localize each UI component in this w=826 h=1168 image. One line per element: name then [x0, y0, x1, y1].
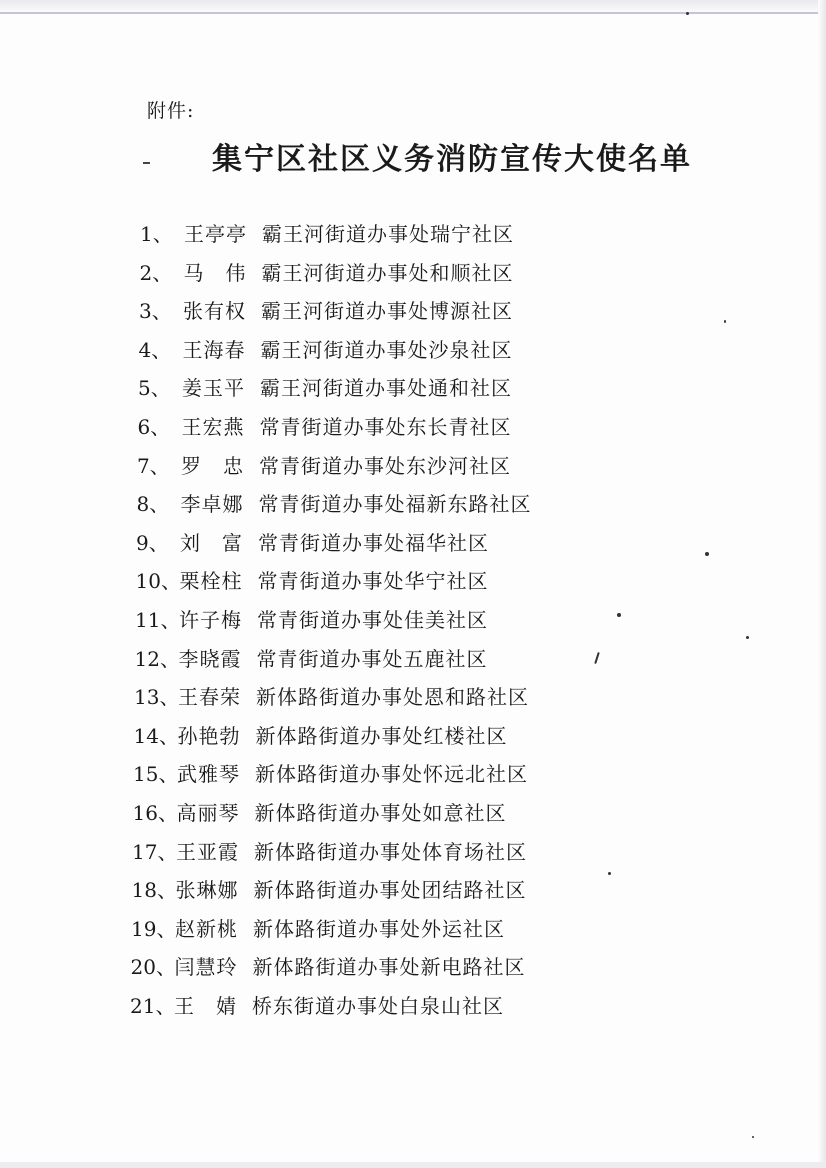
- entry-unit: 霸王河街道办事处通和社区: [260, 376, 512, 401]
- scan-speck: [617, 613, 621, 617]
- entry-index: 8、: [136, 492, 170, 517]
- entry-unit: 新体路街道办事处红楼社区: [255, 723, 508, 748]
- entry-index: 16、: [132, 801, 178, 825]
- entry-name: 姜玉平: [182, 376, 245, 401]
- entry-name: 刘 富: [180, 530, 243, 555]
- entry-unit: 霸王河街道办事处博源社区: [261, 299, 513, 324]
- entry-name: 王春荣: [178, 685, 241, 710]
- list-item: [136, 528, 489, 558]
- entry-unit: 新体路街道办事处恩和路社区: [256, 685, 529, 710]
- list-item: [135, 605, 488, 635]
- entry-index: 18、: [131, 878, 177, 903]
- entry-name: 孙艳勃: [177, 723, 241, 748]
- entry-index: 10、: [135, 569, 181, 594]
- scan-speck: [594, 652, 600, 664]
- entry-index: 4、: [138, 337, 172, 362]
- entry-unit: 霸王河街道办事处沙泉社区: [260, 337, 513, 362]
- entry-name: 张琳娜: [175, 878, 239, 903]
- entry-index: 2、: [139, 260, 173, 285]
- entry-unit: 新体路街道办事处体育场社区: [254, 839, 527, 864]
- entry-name: 马 伟: [183, 260, 247, 285]
- scan-speck: [686, 12, 689, 15]
- entry-index: 15、: [133, 762, 179, 787]
- entry-name: 张有权: [183, 299, 246, 324]
- entry-unit: 常青街道办事处东长青社区: [259, 415, 512, 439]
- entry-unit: 常青街道办事处华宁社区: [257, 569, 489, 594]
- scan-top-line: [0, 12, 826, 14]
- entry-name: 赵新桃: [175, 916, 238, 941]
- entry-unit: 新体路街道办事处怀远北社区: [255, 762, 528, 787]
- scan-speck: [752, 1136, 754, 1138]
- entry-unit: 常青街道办事处福华社区: [258, 530, 489, 555]
- entry-name: 王亭亭: [184, 222, 247, 246]
- scan-speck: [705, 552, 709, 556]
- entry-index: 19、: [131, 916, 177, 941]
- list-item: [134, 721, 508, 751]
- scan-speck: [608, 872, 611, 875]
- entry-name: 李晓霞: [178, 646, 242, 671]
- entry-name: 罗 忠: [181, 453, 244, 478]
- entry-unit: 常青街道办事处佳美社区: [257, 608, 488, 632]
- entry-name: 高丽琴: [176, 801, 240, 825]
- entry-index: 20、: [130, 955, 176, 980]
- entry-index: 17、: [132, 839, 178, 864]
- entry-index: 11、: [135, 608, 181, 632]
- document-title: 集宁区社区义务消防宣传大使名单: [212, 142, 692, 177]
- list-item: [139, 296, 513, 326]
- entry-index: 5、: [138, 376, 171, 401]
- scan-bottom-edge: [0, 1162, 826, 1168]
- entry-unit: 新体路街道办事处外运社区: [253, 916, 505, 941]
- dash-mark: [143, 162, 150, 164]
- entry-index: 12、: [134, 646, 180, 671]
- scan-speck: [746, 636, 749, 639]
- entry-unit: 常青街道办事处东沙河社区: [259, 453, 511, 478]
- entry-name: 王亚霞: [176, 839, 239, 864]
- entry-index: 21、: [130, 994, 176, 1018]
- entry-name: 许子梅: [179, 608, 242, 632]
- entry-unit: 霸王河街道办事处瑞宁社区: [262, 222, 514, 246]
- entry-index: 14、: [133, 723, 179, 748]
- entry-unit: 霸王河街道办事处和顺社区: [261, 260, 514, 285]
- attachment-label: 附件:: [147, 100, 195, 122]
- list-item: [134, 682, 529, 712]
- list-item: [132, 837, 527, 867]
- list-item: [140, 258, 514, 288]
- entry-index: 9、: [136, 530, 169, 555]
- entry-name: 闫慧玲: [174, 955, 238, 980]
- entry-index: 7、: [137, 453, 170, 478]
- entry-name: 栗栓柱: [179, 569, 243, 594]
- list-item: [140, 219, 514, 249]
- entry-unit: 常青街道办事处福新东路社区: [258, 492, 532, 517]
- list-item: [131, 914, 505, 944]
- entry-name: 王 婧: [174, 994, 237, 1018]
- entry-unit: 新体路街道办事处新电路社区: [252, 955, 526, 980]
- list-item: [136, 566, 489, 596]
- entry-unit: 桥东街道办事处白泉山社区: [252, 994, 504, 1018]
- list-item: [133, 759, 528, 789]
- list-item: [131, 952, 526, 982]
- list-item: [137, 489, 532, 519]
- entry-index: 6、: [137, 415, 171, 439]
- list-item: [133, 798, 507, 828]
- list-item: [138, 412, 512, 442]
- entry-index: 1、: [140, 222, 173, 246]
- list-item: [135, 644, 488, 674]
- entry-name: 武雅琴: [177, 762, 240, 787]
- list-item: [139, 335, 513, 365]
- entry-name: 王海春: [182, 337, 246, 362]
- entry-unit: 常青街道办事处五鹿社区: [256, 646, 488, 671]
- entry-index: 3、: [139, 299, 172, 324]
- entry-name: 王宏燕: [181, 415, 245, 439]
- entry-name: 李卓娜: [180, 492, 244, 517]
- scan-right-edge: [818, 0, 826, 1168]
- list-item: [132, 875, 527, 905]
- scan-speck: [724, 320, 726, 323]
- entry-index: 13、: [134, 685, 180, 710]
- entry-unit: 新体路街道办事处如意社区: [254, 801, 507, 825]
- list-item: [138, 373, 512, 403]
- entry-unit: 新体路街道办事处团结路社区: [253, 878, 527, 903]
- list-item: [130, 991, 504, 1021]
- list-item: [137, 451, 511, 481]
